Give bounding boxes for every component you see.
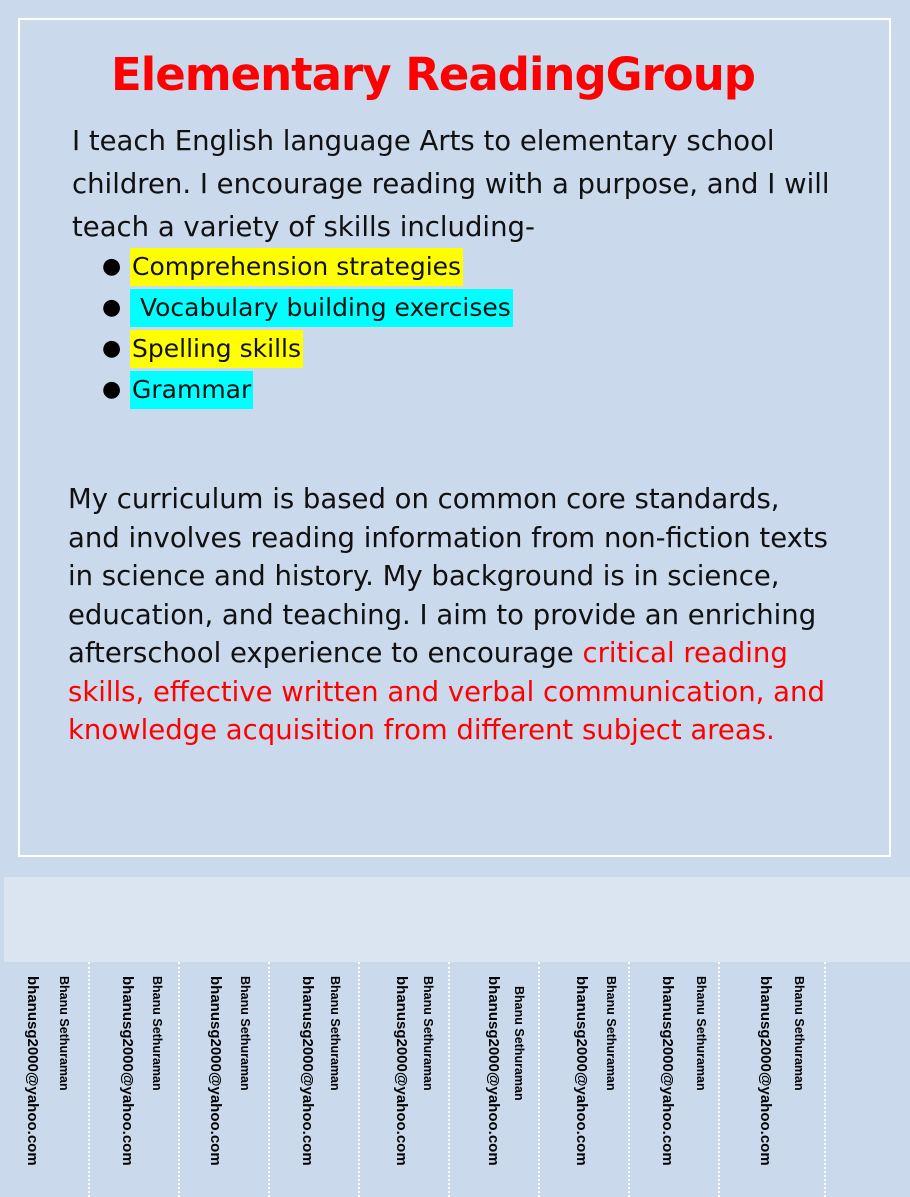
tear-tab[interactable]	[630, 962, 720, 1197]
bullet-icon: ●	[102, 336, 122, 361]
tab-name: Bhanu Sethuraman	[328, 976, 342, 1091]
tab-name: Bhanu Sethuraman	[57, 976, 71, 1091]
tear-tab[interactable]	[360, 962, 450, 1197]
tear-off-tabs	[0, 962, 910, 1197]
tear-tab[interactable]	[720, 962, 826, 1197]
curriculum-text: My curriculum is based on common core standards, and involves reading information from non-fiction texts in science and history. My background is in science, education, and teaching. I aim to provide an enriching afterschool experience to encourage	[68, 483, 829, 669]
tear-tab[interactable]	[270, 962, 360, 1197]
tab-email: bhanusg2000@yahoo.com	[659, 976, 676, 1166]
flyer-title: Elementary ReadingGroup	[111, 48, 755, 101]
tab-email: bhanusg2000@yahoo.com	[299, 976, 316, 1166]
tab-name: Bhanu Sethuraman	[512, 986, 526, 1101]
tab-email: bhanusg2000@yahoo.com	[24, 976, 41, 1166]
skill-vocabulary: Vocabulary building exercises	[130, 289, 513, 327]
tab-name: Bhanu Sethuraman	[792, 976, 806, 1091]
tear-tab[interactable]	[540, 962, 630, 1197]
tab-name: Bhanu Sethuraman	[150, 976, 164, 1091]
tab-email: bhanusg2000@yahoo.com	[393, 976, 410, 1166]
bullet-icon: ●	[102, 377, 122, 402]
curriculum-paragraph	[68, 480, 828, 750]
tab-name: Bhanu Sethuraman	[421, 976, 435, 1091]
divider-band	[4, 877, 910, 962]
tab-email: bhanusg2000@yahoo.com	[757, 976, 774, 1166]
tear-tab[interactable]	[90, 962, 180, 1197]
skill-grammar: Grammar	[130, 371, 253, 409]
list-item	[102, 287, 513, 328]
list-item	[102, 369, 513, 410]
bullet-icon: ●	[102, 254, 122, 279]
skill-comprehension: Comprehension strategies	[130, 248, 463, 286]
tab-email: bhanusg2000@yahoo.com	[485, 976, 502, 1166]
tear-tab[interactable]	[180, 962, 270, 1197]
curriculum-highlight: critical reading skills, effective written and verbal communication, and knowledge acquisition from different subject areas.	[68, 637, 825, 746]
tab-email: bhanusg2000@yahoo.com	[119, 976, 136, 1166]
tear-tab[interactable]	[0, 962, 90, 1197]
tab-name: Bhanu Sethuraman	[604, 976, 618, 1091]
tab-email: bhanusg2000@yahoo.com	[207, 976, 224, 1166]
list-item	[102, 328, 513, 369]
bullet-icon: ●	[102, 295, 122, 320]
tab-email: bhanusg2000@yahoo.com	[573, 976, 590, 1166]
tab-name: Bhanu Sethuraman	[694, 976, 708, 1091]
skill-spelling: Spelling skills	[130, 330, 303, 368]
tab-name: Bhanu Sethuraman	[238, 976, 252, 1091]
intro-paragraph: I teach English language Arts to elementary school children. I encourage reading with a purpose, and I will teach a variety of skills including-	[72, 125, 830, 243]
skills-list	[102, 246, 513, 410]
list-item	[102, 246, 513, 287]
tear-tab[interactable]	[450, 962, 540, 1197]
